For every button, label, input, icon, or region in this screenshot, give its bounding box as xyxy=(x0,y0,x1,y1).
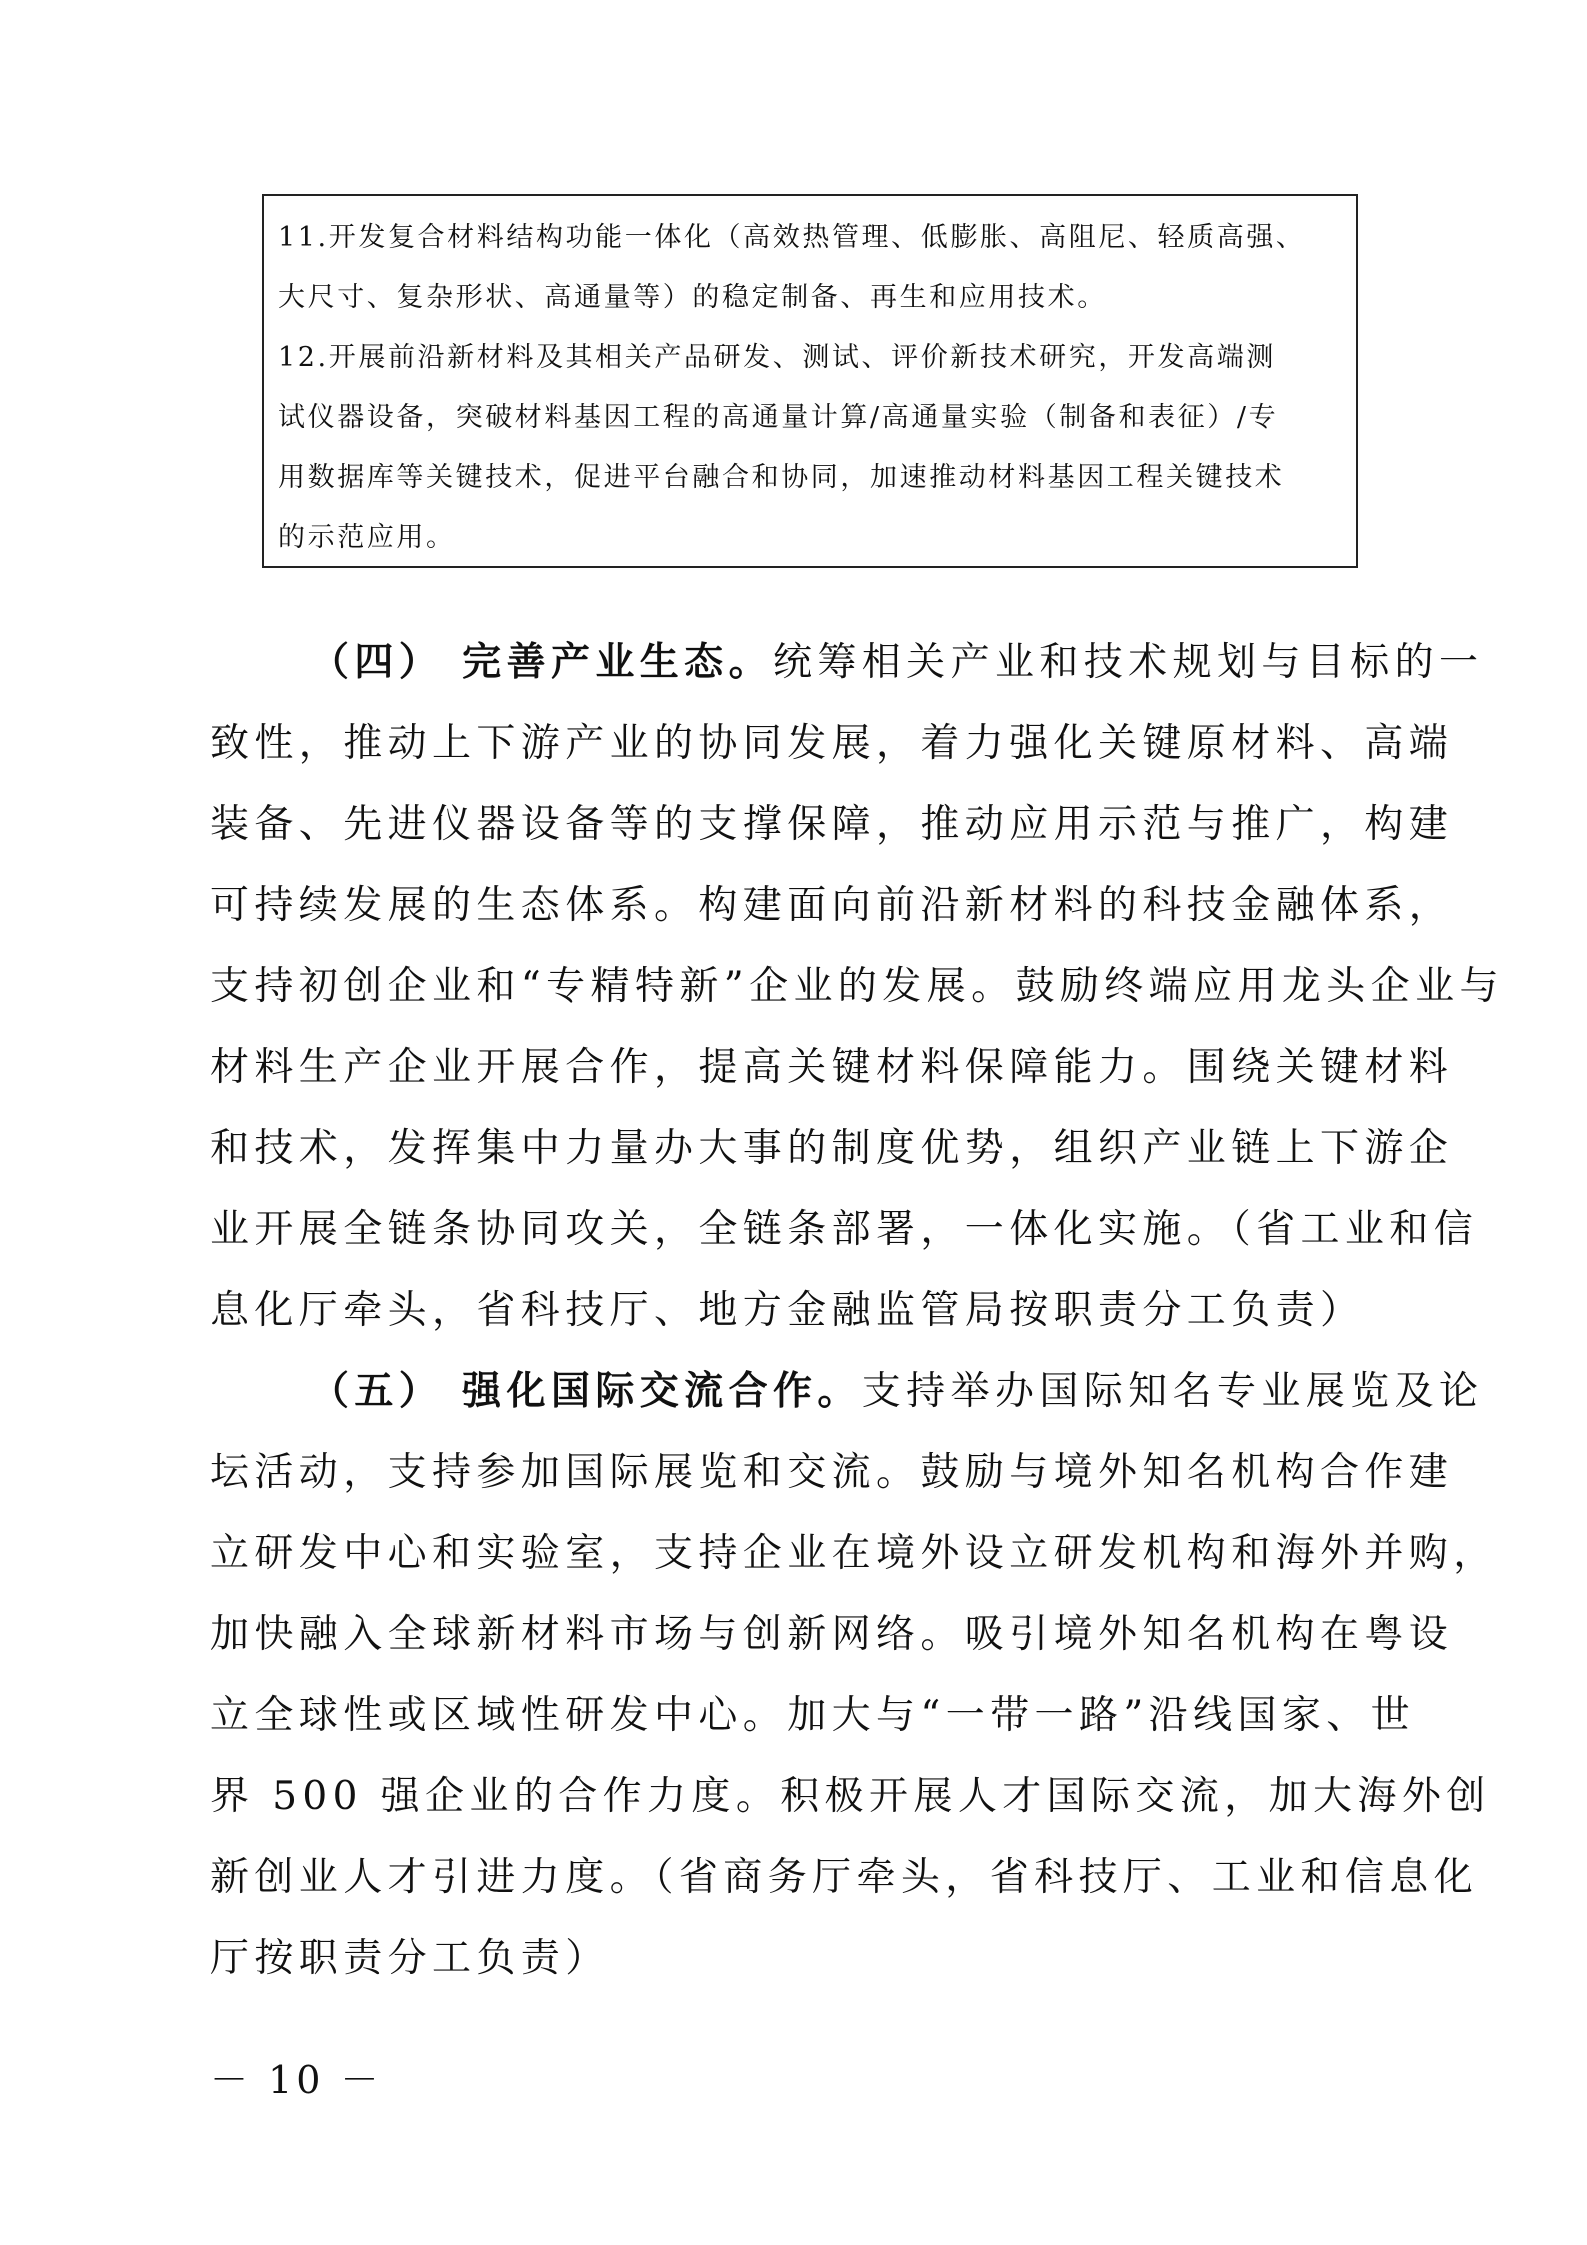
paragraph-line: 坛活动，支持参加国际展览和交流。鼓励与境外知名机构合作建 xyxy=(210,1450,1454,1495)
box-line: 12.开展前沿新材料及其相关产品研发、测试、评价新技术研究，开发高端测 xyxy=(278,342,1276,373)
paragraph-line: 材料生产企业开展合作，提高关键材料保障能力。围绕关键材料 xyxy=(210,1045,1454,1090)
paragraph-line: 和技术，发挥集中力量办大事的制度优势，组织产业链上下游企 xyxy=(210,1126,1454,1171)
paragraph-line: 业开展全链条协同攻关，全链条部署，一体化实施。（省工业和信 xyxy=(210,1207,1479,1252)
body-text xyxy=(210,622,1504,1999)
paragraph-line: 立研发中心和实验室，支持企业在境外设立研发机构和海外并购， xyxy=(210,1531,1498,1576)
box-line: 试仪器设备，突破材料基因工程的高通量计算/高通量实验（制备和表征）/专 xyxy=(278,402,1279,433)
paragraph-line: 新创业人才引进力度。（省商务厅牵头，省科技厅、工业和信息化 xyxy=(210,1855,1479,1900)
paragraph-line: 界 500 强企业的合作力度。积极开展人才国际交流，加大海外创 xyxy=(210,1774,1491,1819)
key-tasks-box xyxy=(262,194,1358,568)
box-line: 11.开发复合材料结构功能一体化（高效热管理、低膨胀、高阻尼、轻质高强、 xyxy=(278,222,1306,253)
paragraph-line: 致性，推动上下游产业的协同发展，着力强化关键原材料、高端 xyxy=(210,721,1454,766)
paragraph-line: 支持初创企业和“专精特新”企业的发展。鼓励终端应用龙头企业与 xyxy=(210,964,1504,1009)
section-4-heading: （四） 完善产业生态。 xyxy=(310,639,773,685)
box-line: 用数据库等关键技术，促进平台融合和协同，加速推动材料基因工程关键技术 xyxy=(278,462,1285,493)
section-4-text: 统筹相关产业和技术规划与目标的一 xyxy=(772,640,1484,685)
section-5-text: 支持举办国际知名专业展览及论 xyxy=(861,1369,1484,1414)
box-line: 的示范应用。 xyxy=(278,522,456,553)
box-line: 大尺寸、复杂形状、高通量等）的稳定制备、再生和应用技术。 xyxy=(278,282,1107,313)
section-5-first-line xyxy=(210,1351,1484,1432)
paragraph-line: 加快融入全球新材料市场与创新网络。吸引境外知名机构在粤设 xyxy=(210,1612,1454,1657)
paragraph-line: 装备、先进仪器设备等的支撑保障，推动应用示范与推广，构建 xyxy=(210,802,1454,847)
paragraph-line: 可持续发展的生态体系。构建面向前沿新材料的科技金融体系， xyxy=(210,883,1454,928)
paragraph-line: 厅按职责分工负责） xyxy=(210,1936,610,1981)
section-4-first-line xyxy=(210,622,1484,703)
section-5-heading: （五） 强化国际交流合作。 xyxy=(310,1368,862,1414)
paragraph-line: 立全球性或区域性研发中心。加大与“一带一路”沿线国家、世 xyxy=(210,1693,1416,1738)
page-number: － 10 － xyxy=(210,2058,383,2102)
paragraph-line: 息化厅牵头，省科技厅、地方金融监管局按职责分工负责） xyxy=(210,1288,1365,1333)
